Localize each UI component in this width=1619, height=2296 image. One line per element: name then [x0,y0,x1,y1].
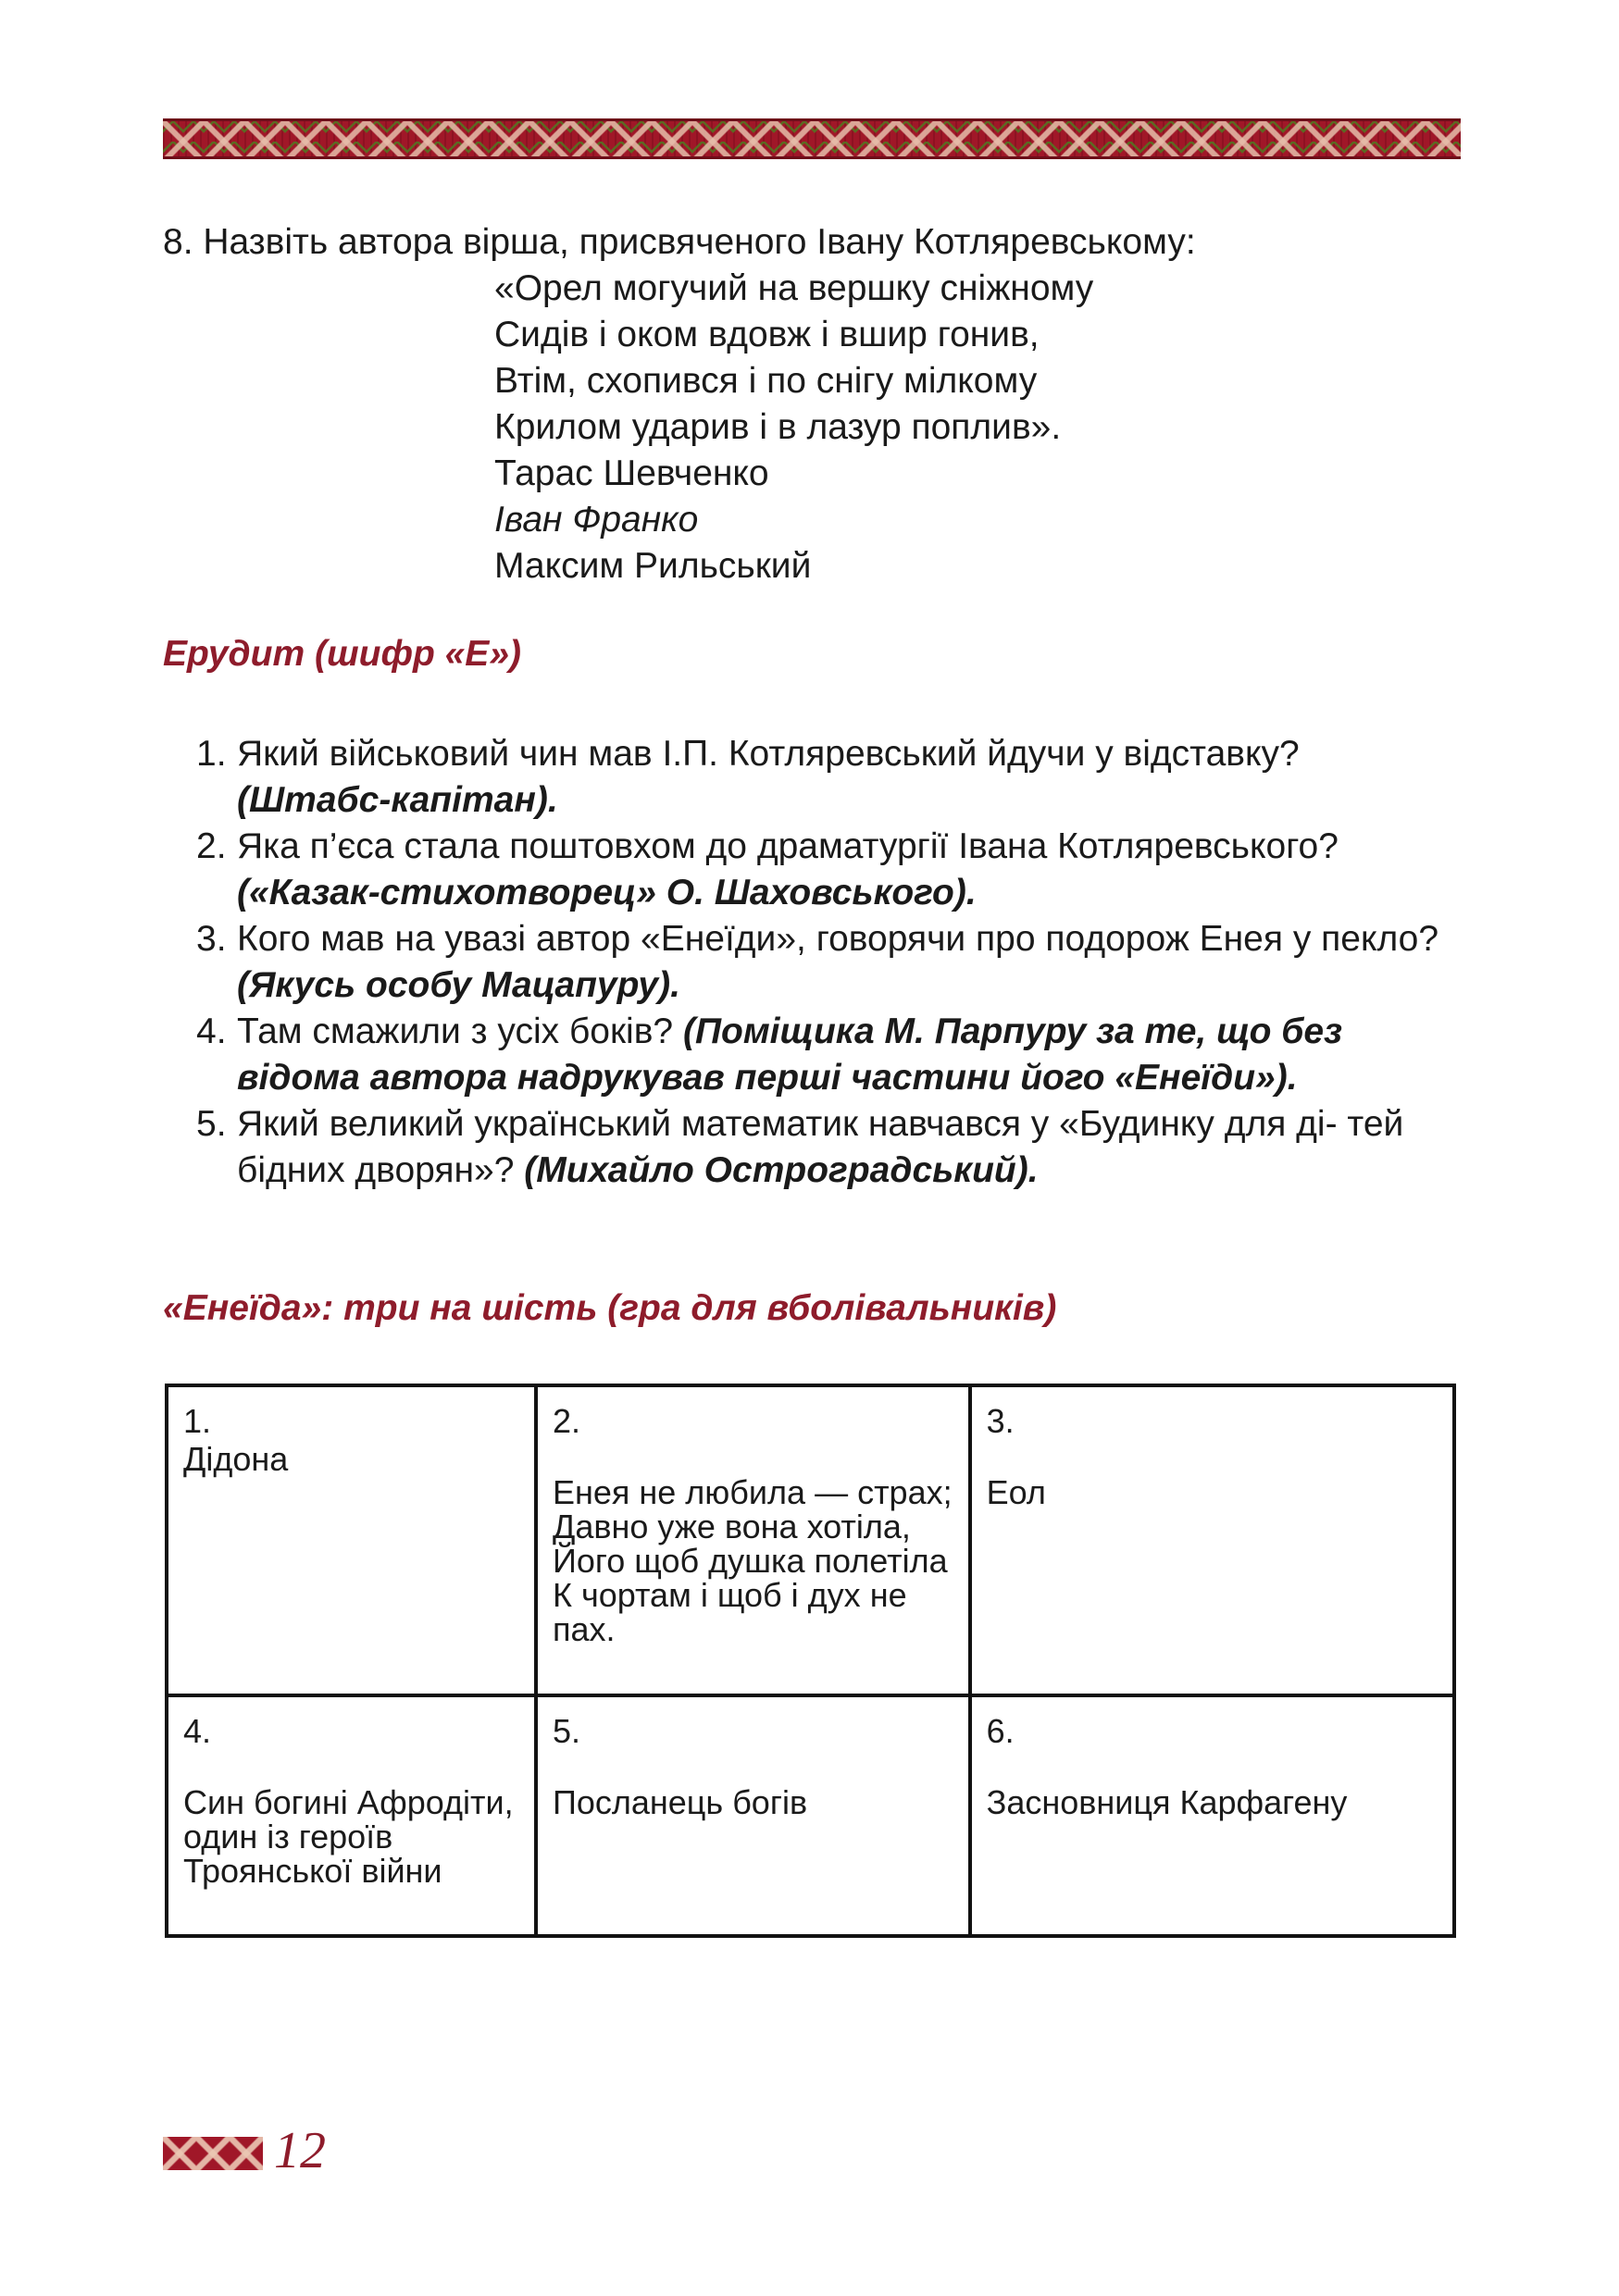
cell-text: Дідона [183,1440,289,1478]
cell-number: 6. [986,1712,1015,1750]
item-number: 5. [196,1104,227,1144]
erudit-questions [163,731,1459,1194]
answer-text: (Якусь особу Мацапуру). [237,965,680,1005]
poem-line: Втім, схопився і по снігу мілкому [494,361,1038,401]
table-cell [167,1695,536,1936]
erudit-title: Ерудит (шифр «Е») [163,634,521,674]
question-text: Який великий український математик навчався у «Будинку для ді- тей бідних дворян»? [237,1104,1404,1190]
table-cell [970,1385,1454,1695]
answer-text: («Казак-стихотворец» О. Шаховського). [237,873,977,912]
answer-options [494,451,811,590]
list-item [163,1101,1459,1194]
list-item [163,824,1459,916]
table-row [167,1695,1454,1936]
table-cell [536,1385,970,1695]
cell-number: 4. [183,1712,212,1750]
option-shevchenko: Тарас Шевченко [494,453,769,493]
answer-text: (Михайло Остроградський). [524,1150,1039,1190]
cell-number: 2. [552,1402,581,1440]
poem-line: Сидів і оком вдовж і вшир гонив, [494,315,1040,354]
game-table [165,1384,1456,1938]
cell-text: Еол [986,1473,1046,1511]
question-text: Кого мав на увазі автор «Енеїди», говорячи про подорож Енея у пекло? [237,919,1439,959]
table-cell [167,1385,536,1695]
option-franko: Іван Франко [494,500,699,540]
question-text: Який військовий чин мав І.П. Котляревський йдучи у відставку? [237,734,1300,774]
cell-number: 3. [986,1402,1015,1440]
question-8: 8. Назвіть автора вірша, присвяченого Івану Котляревському: [163,222,1196,262]
table-cell [536,1695,970,1936]
list-item [163,731,1459,824]
page-number-ornament [163,2137,263,2170]
poem-line: Крилом ударив і в лазур поплив». [494,407,1062,447]
answer-text: (Штабс-капітан). [237,780,558,820]
option-rylskyi: Максим Рильський [494,546,812,586]
cell-number: 5. [552,1712,581,1750]
list-item [163,916,1459,1009]
question-text: Яка п’єса стала поштовхом до драматургії Івана Котляревського? [237,826,1339,866]
game-title: «Енеїда»: три на шість (гра для вболівальників) [163,1288,1057,1328]
cell-number: 1. [183,1402,212,1440]
table-cell [970,1695,1454,1936]
poem-line: «Орел могучий на вершку сніжному [494,268,1094,308]
question-text: Там смажили з усіх боків? [237,1011,683,1051]
cell-text: Посланець богів [552,1783,808,1821]
cell-text: Син богині Афродіти, один із героїв Троянської війни [183,1783,514,1890]
poem [494,266,1093,451]
item-number: 1. [196,734,227,774]
list-item [163,1009,1459,1101]
item-number: 2. [196,826,227,866]
answer-text: (Поміщика М. Парпуру за те, що без відома автора надрукував перші частини його «Енеїди»). [237,1011,1342,1098]
ornament-border [163,118,1461,159]
table-row [167,1385,1454,1695]
item-number: 3. [196,919,227,959]
item-number: 4. [196,1011,227,1051]
cell-text: Енея не любила — страх; Давно уже вона хотіла, Його щоб душка полетіла К чортам і щоб і дух не пах. [552,1473,953,1648]
cell-text: Засновниця Карфагену [986,1783,1348,1821]
page-number: 12 [274,2122,326,2179]
